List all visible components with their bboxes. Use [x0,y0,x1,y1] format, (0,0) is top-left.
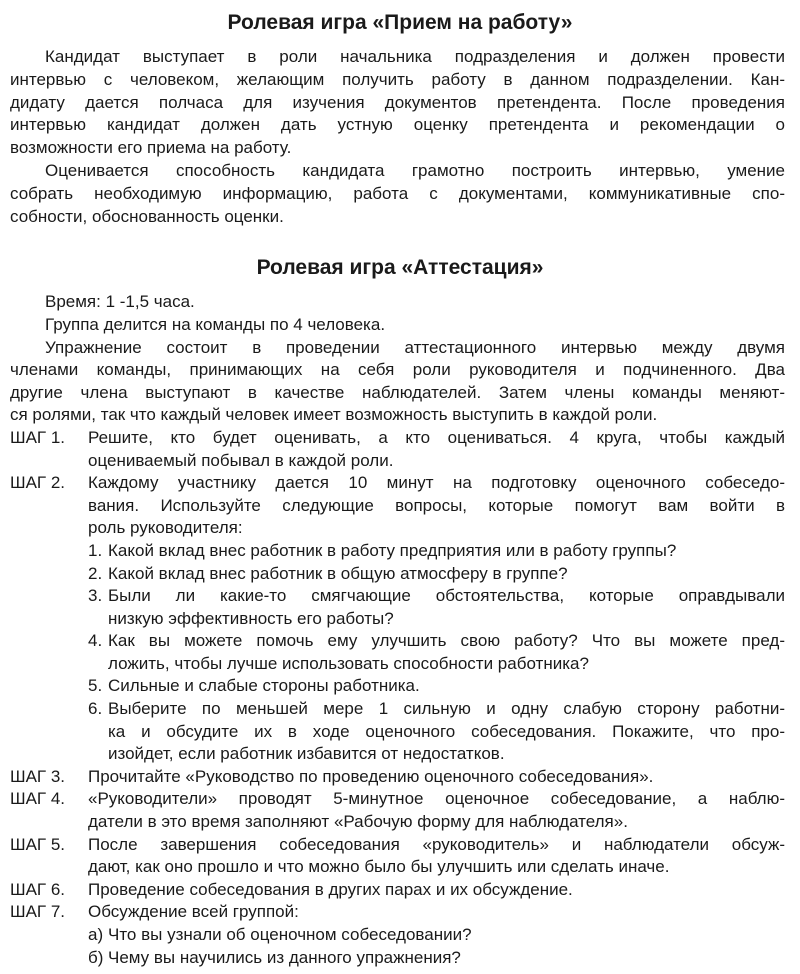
step-label: ШАГ 5. [10,834,66,854]
list-number: 5. [88,676,103,696]
text-line: собности, обоснованность оценки. [10,206,284,226]
section-interview-game [0,8,800,228]
paragraph [0,160,800,228]
text-line: низкую эффективность его работы? [108,608,394,628]
step-body [78,834,800,879]
step-text [78,427,800,472]
step [0,901,800,969]
list-item [78,630,800,675]
step-text [78,788,800,833]
step-body [78,901,800,969]
text-line: 3. Были ли какие-то смягчающие обстоятельства, которые оправдывали [78,585,800,608]
paragraph [0,291,800,314]
text-line: ка и обсудите их в ходе оценочного собеседования. Покажите, что про- [108,721,785,741]
text-line: собрать необходимую информацию, работа с документами, коммуникативные спо- [10,183,785,203]
text-line: Кандидат выступает в роли начальника подразделения и должен провести [45,47,785,66]
text-line: После завершения собеседования «руководитель» и наблюдатели обсуж- [88,834,785,854]
list-item [78,563,800,586]
step [0,766,800,789]
text-line: Упражнение состоит в проведении аттестационного интервью между двумя [45,337,785,357]
step [0,472,800,766]
step-text [78,834,800,879]
list-item [78,947,800,970]
section-attestation-game [0,253,800,969]
text-line: оцениваемый побывал в каждой роли. [88,450,394,470]
step-text [78,766,800,789]
text-line: изойдет, если работник избавится от недостатков. [108,744,505,764]
step-label: ШАГ 4. [10,789,66,809]
step-label: ШАГ 7. [10,902,66,922]
step-body [78,788,800,833]
text-line: Обсуждение всей группой: [88,902,299,922]
step [0,879,800,902]
text-line: 1. Какой вклад внес работник в работу предприятия или в работу группы? [78,540,800,563]
list-number: б) [88,947,104,967]
text-line: Время: 1 -1,5 часа. [45,292,195,312]
text-line: «Руководители» проводят 5-минутное оценочное собеседование, а наблю- [88,789,785,809]
text-line: возможности его приема на работу. [10,138,292,158]
text-line: Решите, кто будет оценивать, а кто оцениваться. 4 круга, чтобы каждый [88,427,785,447]
step [0,834,800,879]
text-line: Группа делится на команды по 4 человека. [45,314,386,334]
section-title: Ролевая игра «Аттестация» [256,256,544,280]
step [0,427,800,472]
paragraph [0,314,800,337]
text-line: другие члена выступают в качестве наблюдателей. Затем члены команды меняют- [10,382,785,402]
text-line: членами команды, принимающих на себя роли руководителя и подчиненного. Два [10,360,785,380]
text-line: 6. Выберите по меньшей мере 1 сильную и одну слабую сторону работни- [78,698,800,721]
text-line: 2. Какой вклад внес работник в общую атмосферу в группе? [78,563,800,586]
step-text [78,472,800,540]
text-line: дают, как оно прошло и что можно было бы улучшить или сделать иначе. [88,857,670,877]
paragraph [0,46,800,160]
text-line: дидату дается полчаса для изучения документов претендента. После проведения [10,92,785,112]
text-line: Оценивается способность кандидата грамотно построить интервью, умение [45,160,785,180]
step-body [78,766,800,789]
text-line: Проведение собеседования в других парах и их обсуждение. [88,879,573,899]
list-number: 1. [88,540,103,560]
text-line: интервью кандидат должен дать устную оценку претендента и рекомендации о [10,115,785,135]
list-item [78,540,800,563]
text-line: ся ролями, так что каждый человек имеет возможность выступить в каждой роли. [10,405,658,425]
list-number: 3. [88,586,103,606]
list-number: 6. [88,699,103,719]
list-item [78,924,800,947]
text-line: датели в это время заполняют «Рабочую форму для наблюдателя». [88,812,628,832]
text-line: б) Чему вы научились из данного упражнения? [78,947,800,970]
list-item [78,675,800,698]
step-text [78,879,800,902]
paragraph [0,337,800,427]
list-item [78,698,800,766]
text-line: вания. Используйте следующие вопросы, которые помогут вам войти в [88,495,785,515]
text-line: Каждому участнику дается 10 минут на подготовку оценочного собеседо- [88,473,785,493]
text-line: интервью с человеком, желающим получить работу в данном подразделении. Кан- [10,69,785,89]
step-label: ШАГ 1. [10,427,66,447]
list-number: а) [88,925,104,944]
step-text [78,901,800,924]
step-label: ШАГ 3. [10,766,66,786]
text-line: роль руководителя: [88,518,243,538]
step-body [78,472,800,766]
text-line: 5. Сильные и слабые стороны работника. [78,675,800,698]
step-label: ШАГ 6. [10,879,66,899]
step [0,788,800,833]
step-body [78,427,800,472]
text-line: а) Что вы узнали об оценочном собеседовании? [78,924,800,947]
text-line: 4. Как вы можете помочь ему улучшить свою работу? Что вы можете пред- [78,630,800,653]
section-title: Ролевая игра «Прием на работу» [227,11,573,34]
step-label: ШАГ 2. [10,473,66,493]
step-body [78,879,800,902]
list-number: 2. [88,563,103,583]
list-item [78,585,800,630]
text-line: Прочитайте «Руководство по проведению оценочного собеседования». [88,766,654,786]
list-number: 4. [88,631,103,651]
text-line: ложить, чтобы лучше использовать способности работника? [108,653,589,673]
